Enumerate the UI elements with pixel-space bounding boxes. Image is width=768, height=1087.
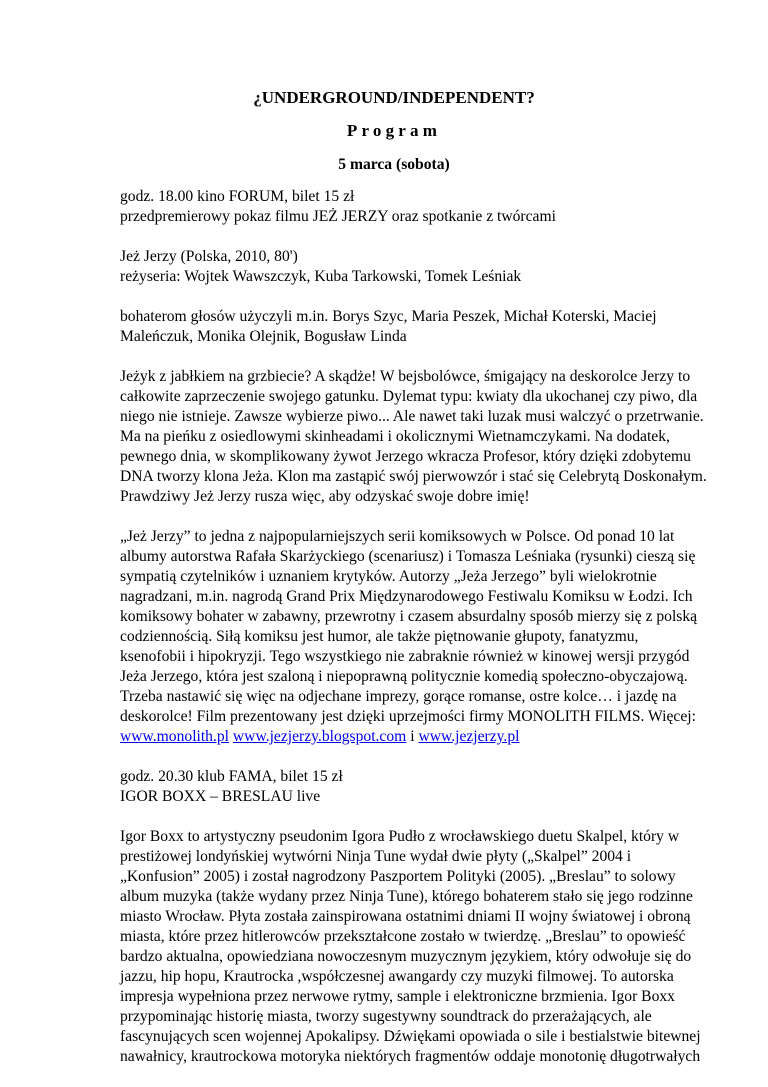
voice-cast-line: Maleńczuk, Monika Olejnik, Bogusław Linda [120,328,407,345]
boxx-line: prestiżowej londyńskiej wytwórni Ninja Tune wydał dwie płyty („Skalpel” 2004 i [120,848,632,865]
comic-line: komiksowy bohater w zabawny, przewrotny i czasem absurdalny sposób mierzy się z polską [120,608,698,625]
event1-description: przedpremierowy pokaz filmu JEŻ JERZY oraz spotkanie z twórcami [120,208,556,225]
boxx-line: nawałnicy, krautrockowa motoryka niektórych fragmentów oddaje monotonię długotrwałych [120,1048,701,1065]
links-line [120,727,680,747]
synopsis-line: pewnego dnia, w skomplikowany żywot Jerzego wkracza Profesor, który dzięki zdobytemu [120,448,691,465]
synopsis-line: niego nie istnieje. Zawsze wybierze piwo... Ale nawet taki luzak musi walczyć o przetrwanie. [120,408,704,425]
film-directors: reżyseria: Wojtek Wawszczyk, Kuba Tarkowski, Tomek Leśniak [120,268,522,285]
voice-cast-line: bohaterom głosów użyczyli m.in. Borys Szyc, Maria Peszek, Michał Koterski, Maciej [120,308,657,325]
comic-line: „Jeż Jerzy” to jedna z najpopularniejszych serii komiksowych w Polsce. Od ponad 10 lat [120,528,675,545]
comic-line: deskorolce! Film prezentowany jest dzięki uprzejmości firmy MONOLITH FILMS. Więcej: [120,708,696,725]
boxx-line: jazzu, hip hopu, Krautrocka ,współczesnej awangardy czy muzyki filmowej. To autorska [120,968,674,985]
comic-line: albumy autorstwa Rafała Skarżyckiego (scenariusz) i Tomasza Leśniaka (rysunki) cieszą się [120,548,696,565]
boxx-line: fascynujących scen wojennej Apokalipsy. Dźwiękami opowiada o sile i bestialstwie bitewnej [120,1028,701,1045]
document-title: ¿UNDERGROUND/INDEPENDENT? [253,88,535,107]
boxx-line: przypominając historię miasta, tworzy sugestywny soundtrack do przerażających, ale [120,1008,652,1025]
program-heading: Program [346,121,442,140]
synopsis-line: DNA tworzy klona Jeża. Klon ma zastąpić swój pierwowzór i stać się Celebrytą Doskonałym. [120,468,707,485]
boxx-line: „Konfusion” 2005) i został nagrodzony Paszportem Polityki (2005). „Breslau” to solowy [120,868,676,885]
event2-performer: IGOR BOXX – BRESLAU live [120,788,321,805]
comic-line: Trzeba nastawić się więc na odjechane imprezy, gorące romanse, ostre kolce… i jazdę na [120,688,677,705]
boxx-paragraph [120,827,701,1067]
boxx-line: miasto Wrocław. Płyta została zainspirowana ostatnimi dniami II wojny światowej i obroną [120,908,691,925]
film-title: Jeż Jerzy (Polska, 2010, 80') [120,248,298,265]
boxx-line: bardzo aktualna, opowiedziana nowoczesnym muzycznym językiem, który odwołuje się do [120,948,692,965]
boxx-line: album muzyka (także wydany przez Ninja Tune), którego bohaterem stało się jego rodzinne [120,888,693,905]
voice-cast [120,307,680,347]
synopsis-line: Prawdziwy Jeż Jerzy rusza więc, aby odzyskać swoje dobre imię! [120,488,530,505]
event1-time-venue: godz. 18.00 kino FORUM, bilet 15 zł [120,188,355,205]
links-connector: i [410,728,415,745]
document-body [120,187,707,1087]
comic-line: ksenofobii i hipokryzji. Tego wszystkiego nie zabraknie również w kinowej wersji przygód [120,648,690,665]
comic-line: nagradzani, m.in. nagrodą Grand Prix Międzynarodowego Festiwalu Komiksu w Łodzi. Ich [120,588,693,605]
jezjerzy-site-link[interactable]: www.jezjerzy.pl [418,728,520,745]
synopsis-paragraph [120,367,707,507]
event1-info [120,187,680,227]
monolith-link[interactable]: www.monolith.pl [120,728,230,745]
film-info [120,247,680,287]
synopsis-line: całkowite zaprzeczenie swojego gatunku. Dylemat typu: kwiaty dla ukochanej czy piwo, dla [120,388,698,405]
synopsis-line: Jeżyk z jabłkiem na grzbiecie? A skądże! W bejsbolówce, śmigający na deskorolce Jerzy to [120,368,691,385]
jezjerzy-blog-link[interactable]: www.jezjerzy.blogspot.com [232,728,407,745]
comic-line: codziennością. Siłą komiksu jest humor, ale także piętnowanie głupoty, fanatyzmu, [120,628,639,645]
comic-paragraph [120,527,698,747]
event2-info [120,767,680,807]
event-date: 5 marca (sobota) [338,156,450,173]
boxx-line: impresja wypełniona przez nerwowe rytmy, sample i elektroniczne brzmienia. Igor Boxx [120,988,675,1005]
comic-line: sympatią czytelników i uznaniem krytyków. Autorzy „Jeża Jerzego” byli wielokrotnie [120,568,657,585]
event2-time-venue: godz. 20.30 klub FAMA, bilet 15 zł [120,768,343,785]
boxx-line: miasta, które przez hitlerowców przekształcone zostało w twierdzę. „Breslau” to opowieść [120,928,686,945]
boxx-line: Igor Boxx to artystyczny pseudonim Igora Pudło z wrocławskiego duetu Skalpel, który w [120,828,680,845]
comic-line: Jeża Jerzego, która jest szaloną i niepoprawną politycznie komedią społeczno-obyczajową. [120,668,688,685]
synopsis-line: Ma na pieńku z osiedlowymi skinheadami i okolicznymi Wietnamczykami. Na dodatek, [120,428,670,445]
